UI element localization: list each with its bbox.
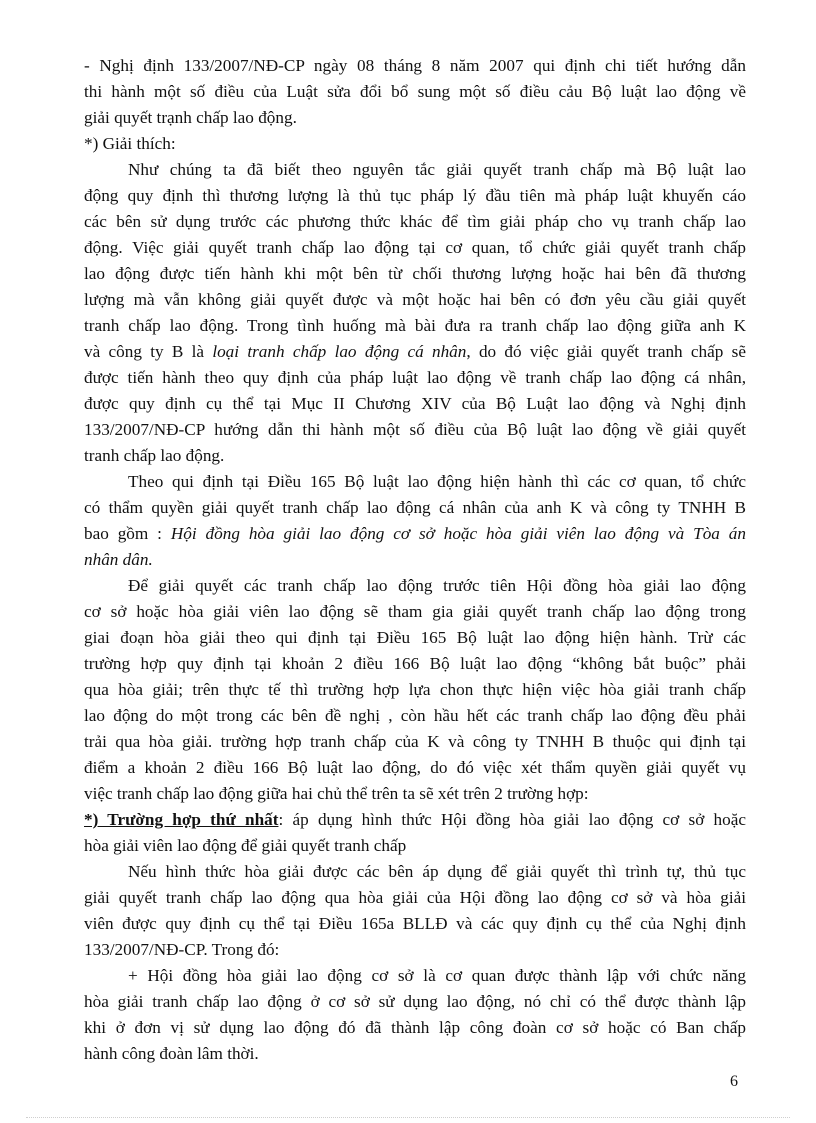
text-line: - Nghị định 133/2007/NĐ-CP ngày 08 tháng 8 năm 2007 qui định chi tiết hướng dẫn [84, 56, 746, 75]
text-line: Như chúng ta đã biết theo nguyên tắc giải quyết tranh chấp mà Bộ luật lao [128, 160, 746, 179]
text-line: việc tranh chấp lao động giữa hai chủ thể trên ta sẽ xét trên 2 trường hợp: [84, 784, 589, 803]
text-line: lao động được tiến hành khi một bên từ chối thương lượng hoặc hai bên đã thương [84, 264, 746, 283]
text-line: lượng mà vẫn không giải quyết được và một hoặc hai bên có đơn yêu cầu giải quyết [84, 290, 746, 309]
text-line: giải quyết trạnh chấp lao động. [84, 108, 297, 127]
text-line: được tiến hành theo quy định của pháp luật lao động về tranh chấp lao động cá nhân, [84, 368, 746, 387]
text-line: Nếu hình thức hòa giải được các bên áp dụng để giải quyết thì trình tự, thủ tục [128, 862, 746, 881]
text-line: viên được quy định cụ thể tại Điều 165a BLLĐ và các quy định cụ thể của Nghị định [84, 914, 746, 933]
text-line: qua hòa giải; trên thực tế thì trường hợp lựa chon thực hiện việc hòa giải tranh chấp [84, 680, 746, 699]
text-line: và công ty B là loại tranh chấp lao động cá nhân, do đó việc giải quyết tranh chấp sẽ [84, 342, 746, 361]
text-line: tranh chấp lao động. [84, 446, 225, 465]
text-line: khi ở đơn vị sử dụng lao động đó đã thành lập công đoàn cơ sở hoặc có Ban chấp [84, 1018, 746, 1037]
text-line: hòa giải viên lao động để giải quyết tranh chấp [84, 836, 407, 855]
text-line: trường hợp quy định tại khoản 2 điều 166 Bộ luật lao động “không bắt buộc” phải [84, 654, 746, 673]
text-line: các bên sử dụng trước các phương thức khác để tìm giải pháp cho vụ tranh chấp lao [84, 212, 746, 231]
text-line: cơ sở hoặc hòa giải viên lao động sẽ tham gia giải quyết tranh chấp lao động trong [84, 602, 746, 621]
case-heading-line: *) Trường hợp thứ nhất: áp dụng hình thức Hội đồng hòa giải lao động cơ sở hoặc [84, 810, 746, 829]
text-line: 133/2007/NĐ-CP hướng dẫn thi hành một số điều của Bộ luật lao động về giải quyết [84, 420, 746, 439]
text-line: tranh chấp lao động. Trong tình huống mà bài đưa ra tranh chấp lao động giữa anh K [84, 316, 746, 335]
text-line: bao gồm : Hội đồng hòa giải lao động cơ sở hoặc hòa giải viên lao động và Tòa án [84, 524, 746, 543]
section-label: *) Giải thích: [84, 134, 176, 153]
text-line: + Hội đồng hòa giải lao động cơ sở là cơ quan được thành lập với chức năng [128, 966, 746, 985]
text-line: giai đoạn hòa giải theo qui định tại Điều 165 Bộ luật lao động hiện hành. Trừ các [84, 628, 746, 647]
text-line: động. Việc giải quyết tranh chấp lao động tại cơ quan, tổ chức giải quyết tranh chấp [84, 238, 746, 257]
text-line: thi hành một số điều của Luật sửa đổi bổ sung một số điều cảu Bộ luật lao động về [84, 82, 746, 101]
text-line: Theo qui định tại Điều 165 Bộ luật lao động hiện hành thì các cơ quan, tổ chức [128, 472, 746, 491]
text-line: động quy định thì thương lượng là thủ tục pháp lý đầu tiên mà pháp luật khuyến cáo [84, 186, 746, 205]
italic-phrase: loại tranh chấp lao động cá nhân [212, 342, 467, 361]
text-line: được quy định cụ thể tại Mục II Chương XIV của Bộ Luật lao động và Nghị định [84, 394, 746, 413]
text-line: hòa giải tranh chấp lao động ở cơ sở sử dụng lao động, nó chỉ có thể được thành lập [84, 992, 746, 1011]
text-line: trải qua hòa giải. trường hợp tranh chấp của K và công ty TNHH B thuộc qui định tại [84, 732, 746, 751]
text-line: lao động do một trong các bên đề nghị , còn hầu hết các tranh chấp lao động đều phải [84, 706, 746, 725]
page-number: 6 [730, 1073, 738, 1090]
text-line: giải quyết tranh chấp lao động qua hòa giải của Hội đồng lao động cơ sở và hòa giải [84, 888, 746, 907]
text-line: nhân dân. [84, 550, 153, 569]
footer-divider [26, 1117, 790, 1118]
text-line: điểm a khoản 2 điều 166 Bộ luật lao động, do đó việc xét thẩm quyền giải quyết vụ [84, 758, 746, 777]
text-line: 133/2007/NĐ-CP. Trong đó: [84, 940, 280, 959]
text-line: hành công đoàn lâm thời. [84, 1044, 259, 1063]
italic-phrase: Hội đồng hòa giải lao động cơ sở hoặc hòa giải viên lao động và Tòa án [170, 524, 746, 543]
text-line: Để giải quyết các tranh chấp lao động trước tiên Hội đồng hòa giải lao động [128, 576, 746, 595]
case-heading: *) Trường hợp thứ nhất [84, 810, 279, 829]
text-line: có thẩm quyền giải quyết tranh chấp lao động cá nhân của anh K và công ty TNHH B [84, 498, 746, 517]
